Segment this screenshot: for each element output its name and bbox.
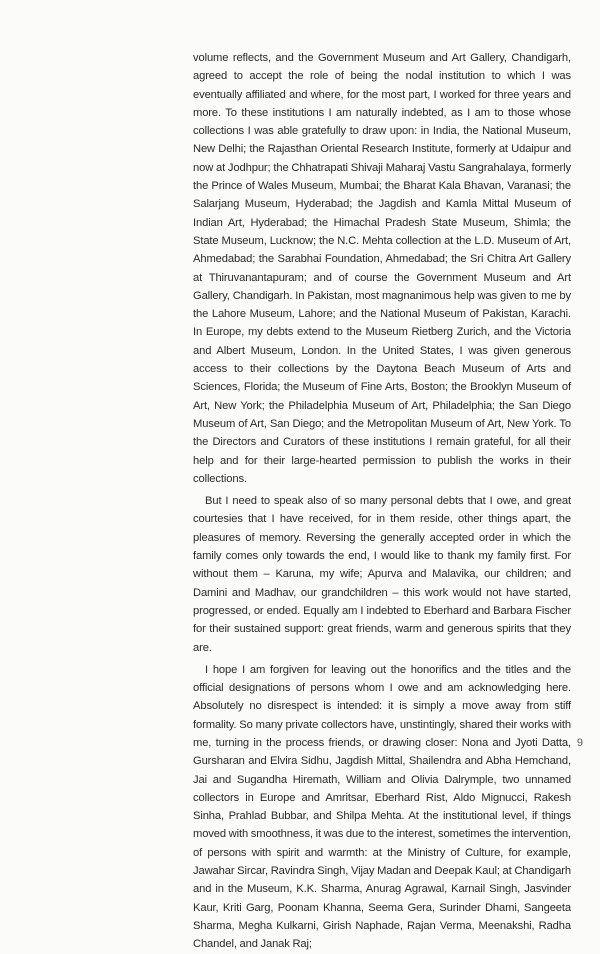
paragraph-institutions: volume reflects, and the Government Museum and Art Gallery, Chandigarh, agreed to accept the role of being the nodal institution to which I was eventually affiliated and where, for the most part, I worked for three years and more. To these institutions I am naturally indebted, as I am to those whose collections I was able gratefully to draw upon: in India, the National Museum, New Delhi; the Rajasthan Oriental Research Institute, formerly at Udaipur and now at Jodhpur; the Chhatrapati Shivaji Maharaj Vastu Sangrahalaya, formerly the Prince of Wales Museum, Mumbai; the Bharat Kala Bhavan, Varanasi; the Salarjang Museum, Hyderabad; the Jagdish and Kamla Mittal Museum of Indian Art, Hyderabad; the Himachal Pradesh State Museum, Shimla; the State Museum, Lucknow; the N.C. Mehta collection at the L.D. Museum of Art, Ahmedabad; the Sarabhai Foundation, Ahmedabad; the Sri Chitra Art Gallery at Thiruvanantapuram; and of course the Government Museum and Art Gallery, Chandigarh. In Pakistan, most magnanimous help was given to me by the Lahore Museum, Lahore; and the National Museum of Pakistan, Karachi. In Europe, my debts extend to the Museum Rietberg Zurich, and the Victoria and Albert Museum, London. In the United States, I was given generous access to their collections by the Daytona Beach Museum of Arts and Sciences, Florida; the Museum of Fine Arts, Boston; the Brooklyn Museum of Art, New York; the Philadelphia Museum of Art, Philadelphia; the San Diego Museum of Art, San Diego; and the Metropolitan Museum of Art, New York. To the Directors and Curators of these institutions I remain grateful, for all their help and for their large-hearted permission to publish the works in their collections. [193,52,571,485]
paragraph-collectors: I hope I am forgiven for leaving out the honorifics and the titles and the official designations of persons whom I owe and am acknowledging here. Absolutely no disrespect is intended: it is simply a move away from stiff formality. So many private collectors have, unstintingly, shared their works with me, turning in the process friends, or drawing closer: Nona and Jyoti Datta, Gursharan and Elvira Sidhu, Jagdish Mittal, Shailendra and Abha Hemchand, Jai and Sugandha Hiremath, William and Olivia Dalrymple, two unnamed collectors in Europe and Amritsar, Eberhard Rist, Aldo Mignucci, Rakesh Sinha, Prahlad Bubbar, and Shilpa Mehta. At the institutional level, if things moved with smoothness, it was due to the interest, sometimes the intervention, of persons with spirit and warmth: at the Ministry of Culture, for example, Jawahar Sircar, Ravindra Singh, Vijay Madan and Deepak Kaul; at Chandigarh and in the Museum, K.K. Sharma, Anurag Agrawal, Karnail Singh, Jasvinder Kaur, Kriti Garg, Poonam Khanna, Seema Gera, Surinder Dhami, Sangeeta Sharma, Megha Kulkarni, Girish Naphade, Rajan Verma, Meenakshi, Radha Chandel, and Janak Raj; [193,663,571,951]
paragraph-personal-debts: But I need to speak also of so many personal debts that I owe, and great courtesies that I have received, for in them reside, other things apart, the pleasures of memory. Reversing the generally accepted order in which the family comes only towards the end, I would like to thank my family first. For without them – Karuna, my wife; Apurva and Malavika, our children; and Damini and Madhav, our grandchildren – this work would not have started, progressed, or ended. Equally am I indebted to Eberhard and Barbara Fischer for their sustained support: great friends, warm and generous spirits that they are. [193,495,571,654]
body-text [193,49,571,954]
page-number: 9 [576,737,583,749]
